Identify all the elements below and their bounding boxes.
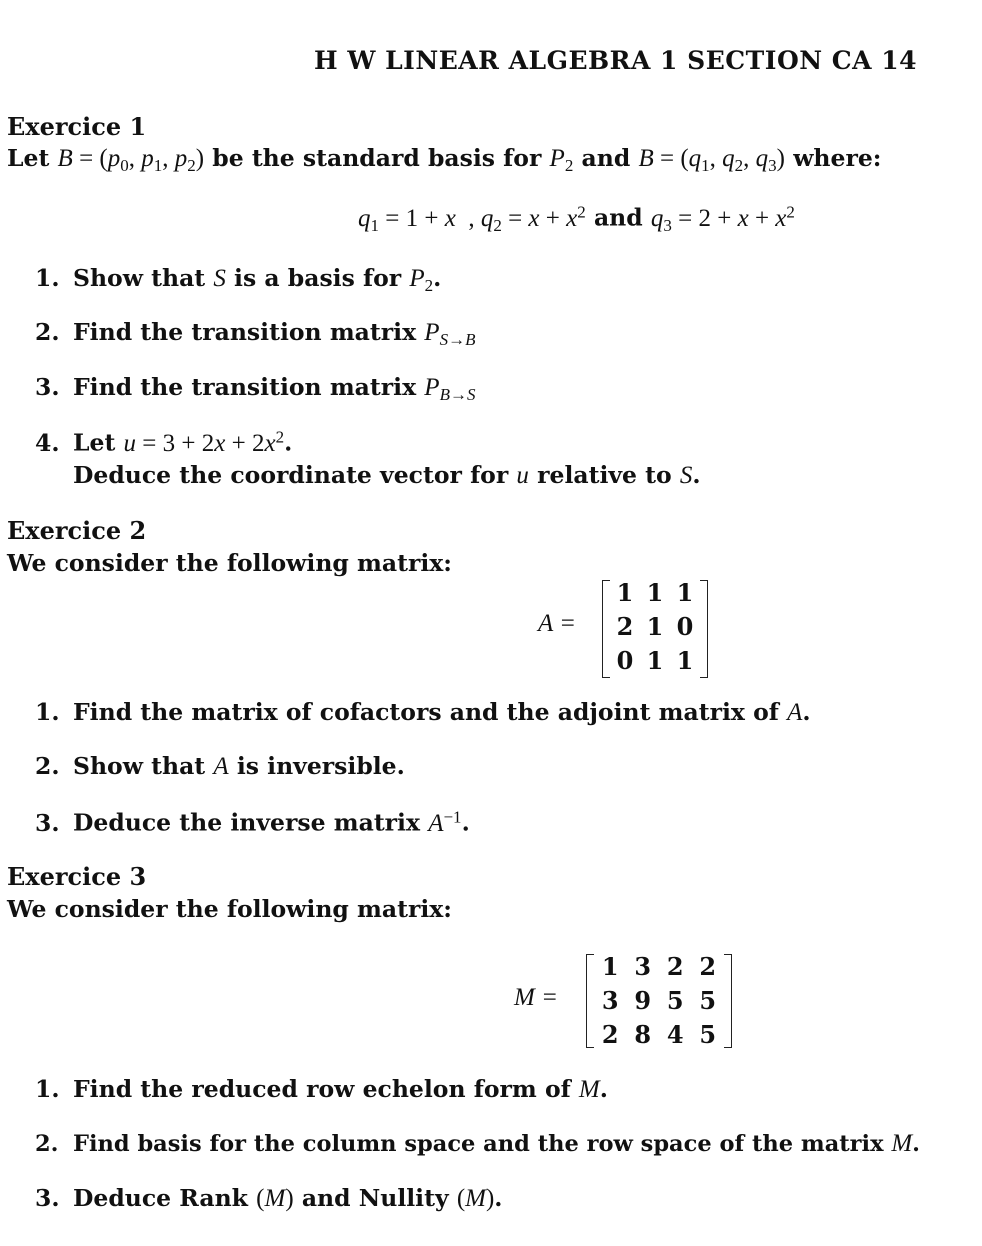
ex1-item-3: 3. Find the transition matrix $P_{B\to S}$ [35, 373, 476, 404]
ex3-item-3: 3. Deduce Rank (M) and Nullity (M). [35, 1184, 503, 1212]
matrix-m-cell: 9 [634, 986, 652, 1015]
ex1-item-1: 1. Show that S is a basis for $P_2$. [35, 264, 442, 295]
exercise-2-heading: Exercice 2 [7, 516, 147, 545]
ex3-item-2: 2. Find basis for the column space and the row space of the matrix M. [35, 1130, 921, 1157]
matrix-a-cell: 0 [676, 612, 694, 641]
matrix-m-label: M = [514, 984, 558, 1011]
matrix-a-label: A = [538, 610, 576, 637]
matrix-a-cell: 1 [646, 612, 664, 641]
ex2-item-3: 3. Deduce the inverse matrix $A^{-1}$. [35, 807, 470, 837]
matrix-m-cell: 3 [601, 986, 619, 1015]
matrix-m-cell: 8 [634, 1020, 652, 1049]
matrix-a-cell: 0 [616, 646, 634, 675]
matrix-m [586, 954, 732, 1048]
basis-definition: $q_1 = 1 + x$ , $q_2 = x + x^2$ and $q_3 = 2 + x + x^2$ [358, 202, 795, 235]
matrix-a-cell: 1 [646, 578, 664, 607]
ex1-item-4: 4. Let $u = 3 + 2x + 2x^2$. [35, 427, 293, 457]
matrix-m-cell: 5 [699, 986, 717, 1015]
ex3-item-1: 1. Find the reduced row echelon form of M. [35, 1075, 608, 1103]
matrix-a-cell: 1 [676, 646, 694, 675]
matrix-m-cell: 5 [699, 1020, 717, 1049]
exercise-1-heading: Exercice 1 [7, 112, 147, 141]
matrix-a [602, 580, 708, 678]
matrix-m-cell: 2 [666, 952, 684, 981]
matrix-m-cell: 4 [666, 1020, 684, 1049]
page-title: H W LINEAR ALGEBRA 1 SECTION CA 14 [314, 46, 918, 75]
exercise-1-intro: Let $B = (p_0$, $p_1$, $p_2$) be the standard basis for $P_2$ and $B = (q_1$, $q_2$, $q_3$) where: [7, 144, 882, 175]
matrix-m-cell: 2 [601, 1020, 619, 1049]
exercise-3-intro: We consider the following matrix: [7, 895, 452, 923]
ex2-item-2: 2. Show that A is inversible. [35, 752, 405, 780]
matrix-a-cell: 1 [616, 578, 634, 607]
matrix-a-cell: 1 [646, 646, 664, 675]
matrix-m-cell: 5 [666, 986, 684, 1015]
exercise-2-intro: We consider the following matrix: [7, 549, 452, 577]
matrix-m-cell: 3 [634, 952, 652, 981]
matrix-m-cell: 2 [699, 952, 717, 981]
matrix-a-cell: 2 [616, 612, 634, 641]
ex1-item-2: 2. Find the transition matrix $P_{S\to B}$ [35, 318, 476, 349]
matrix-a-cell: 1 [676, 578, 694, 607]
matrix-m-cell: 1 [601, 952, 619, 981]
ex2-item-1: 1. Find the matrix of cofactors and the adjoint matrix of A. [35, 698, 811, 726]
exercise-3-heading: Exercice 3 [7, 862, 147, 891]
ex1-item-4-continued: Deduce the coordinate vector for u relative to S. [73, 461, 701, 489]
